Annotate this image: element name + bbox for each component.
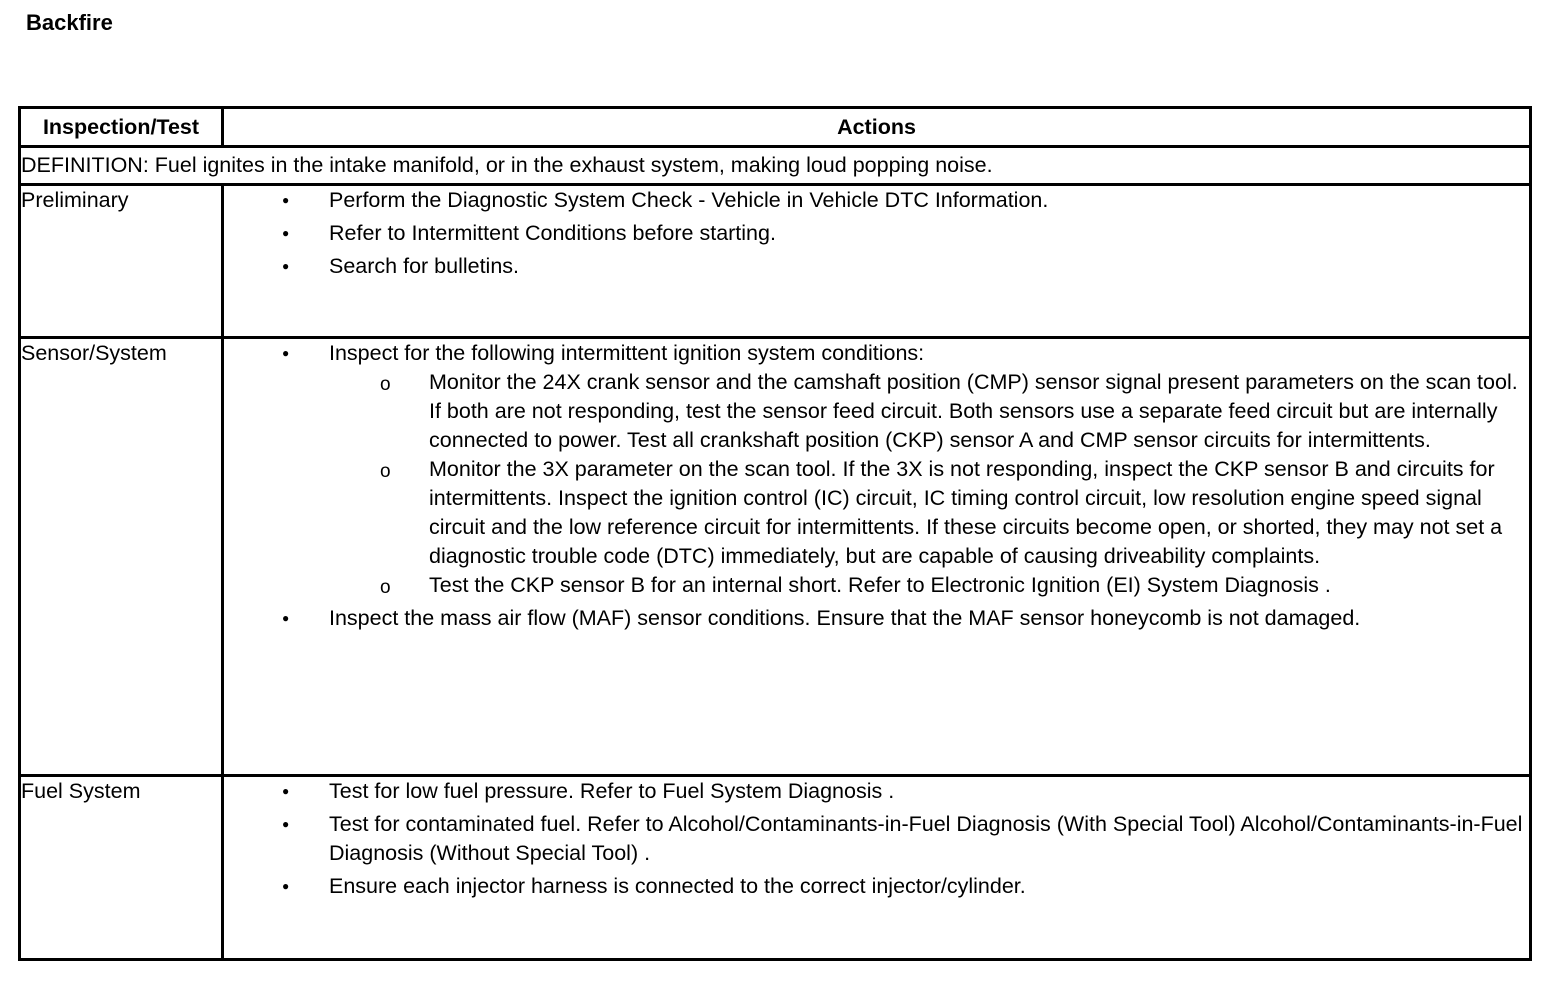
row-actions-sensor-system [223,338,1531,776]
bullet-item: ● Test for low fuel pressure. Refer to Fuel System Diagnosis . [329,777,1529,806]
row-label-fuel-system: Fuel System [20,776,223,960]
bullet-item [329,339,1529,600]
bullet-list [224,777,1529,901]
bullet-item: ● Ensure each injector harness is connected to the correct injector/cylinder. [329,872,1529,901]
sub-bullet-item: o Monitor the 24X crank sensor and the camshaft position (CMP) sensor signal present parameters on the scan tool. If both are not responding, test the sensor feed circuit. Both sensors use a separate feed circuit but are internally connected to power. Test all crankshaft position (CKP) sensor A and CMP sensor circuits for intermittents. [429,368,1529,455]
table-row-fuel-system [20,776,1531,960]
sub-bullet-item: o Monitor the 3X parameter on the scan tool. If the 3X is not responding, inspect the CKP sensor B and circuits for intermittents. Inspect the ignition control (IC) circuit, IC timing control circuit, low resolution engine speed signal circuit and the low reference circuit for intermittents. If these circuits become open, or shorted, they may not set a diagnostic trouble code (DTC) immediately, but are capable of causing driveability complaints. [429,455,1529,571]
header-actions: Actions [223,108,1531,147]
document-title: Backfire [26,10,113,35]
row-actions-fuel-system [223,776,1531,960]
header-row [20,108,1531,147]
row-label-sensor-system: Sensor/System [20,338,223,776]
bullet-item: ● Refer to Intermittent Conditions before starting. [329,219,1529,248]
bullet-item: ● Test for contaminated fuel. Refer to Alcohol/Contaminants-in-Fuel Diagnosis (With Special Tool) Alcohol/Contaminants-in-Fuel Diagnosis (Without Special Tool) . [329,810,1529,868]
diagnostic-table [18,106,1532,961]
sub-bullet-list [329,368,1529,600]
definition-row [20,147,1531,185]
definition-text: DEFINITION: Fuel ignites in the intake manifold, or in the exhaust system, making loud popping noise. [20,147,1531,185]
table-row-sensor-system [20,338,1531,776]
header-inspection-test: Inspection/Test [20,108,223,147]
bullet-item: ● Inspect the mass air flow (MAF) sensor conditions. Ensure that the MAF sensor honeycomb is not damaged. [329,604,1529,633]
sub-bullet-item: o Test the CKP sensor B for an internal short. Refer to Electronic Ignition (EI) System Diagnosis . [429,571,1529,600]
row-label-preliminary: Preliminary [20,185,223,338]
bullet-item: ● Perform the Diagnostic System Check - Vehicle in Vehicle DTC Information. [329,186,1529,215]
table-row-preliminary [20,185,1531,338]
bullet-list [224,339,1529,633]
bullet-list [224,186,1529,281]
bullet-item-text: Inspect for the following intermittent ignition system conditions: [329,341,925,365]
bullet-item: ● Search for bulletins. [329,252,1529,281]
row-actions-preliminary [223,185,1531,338]
